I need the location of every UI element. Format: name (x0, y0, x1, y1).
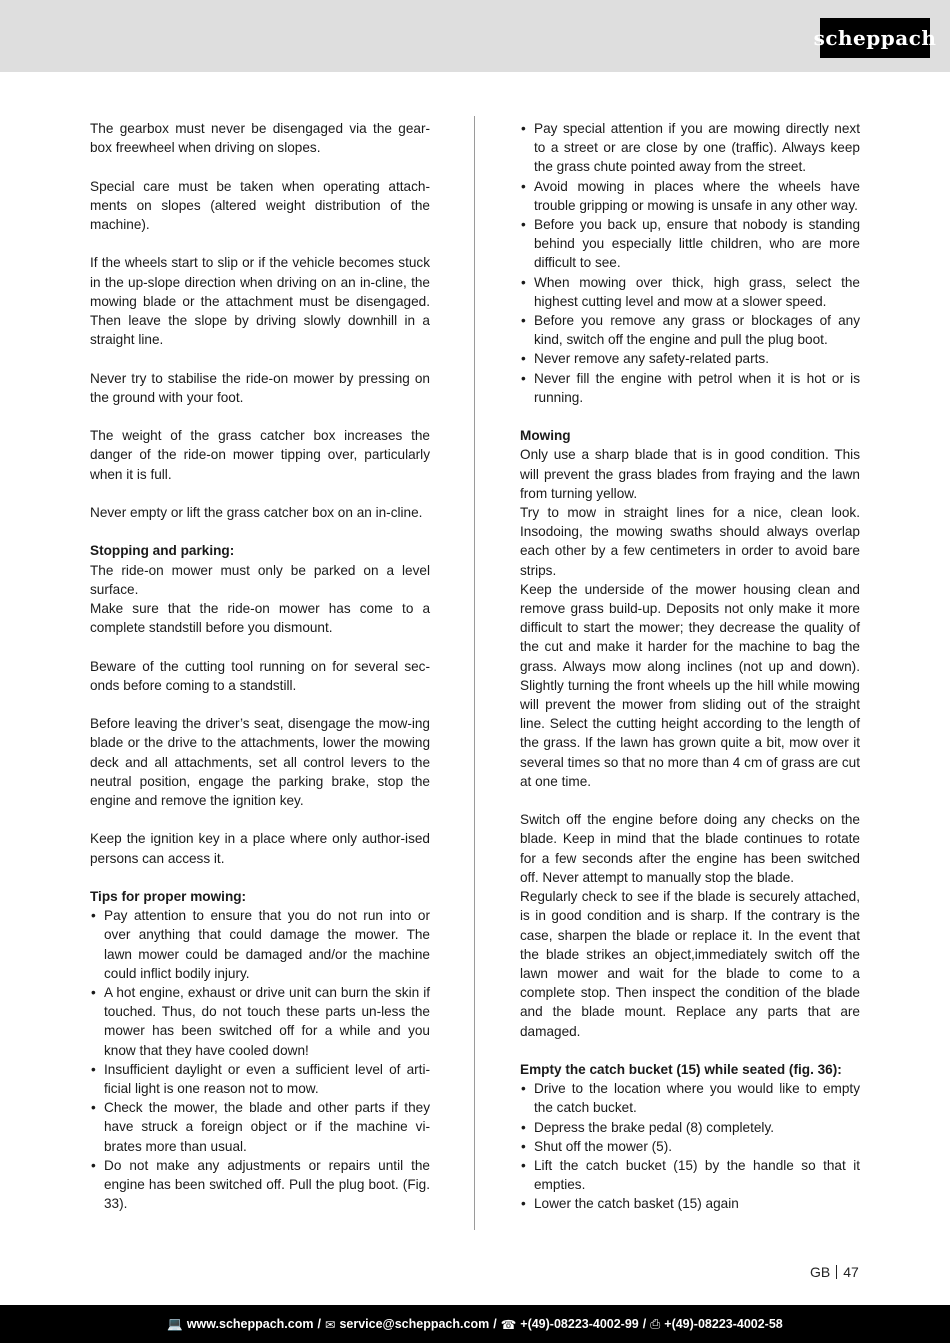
section-heading-stopping: Stopping and parking: (90, 543, 235, 559)
column-divider (474, 116, 475, 1230)
section-heading-tips: Tips for proper mowing: (90, 888, 247, 904)
tips-list (90, 906, 430, 1213)
brand-logo: scheppach (820, 18, 930, 58)
safety-list (520, 119, 860, 407)
list-item: • A hot engine, exhaust or drive unit can burn the skin if touched. Thus, do not touch these parts un-less the mower has been switched off for a while and you know that they have cooled down! (90, 983, 430, 1060)
paragraph: The weight of the grass catcher box increases the danger of the ride-on mower tipping over, particularly when it is full. (90, 428, 430, 482)
paragraph: Keep the ignition key in a place where only author-ised persons can access it. (90, 831, 430, 866)
list-item: • Pay special attention if you are mowing directly next to a street or are close by one (traffic). Always keep the grass chute pointed away from the street. (520, 119, 860, 177)
section-heading-empty-bucket: Empty the catch bucket (15) while seated (fig. 36): (520, 1061, 842, 1077)
paragraph: Never try to stabilise the ride-on mower by pressing on the ground with your foot. (90, 370, 430, 405)
list-item: • Before you back up, ensure that nobody is standing behind you especially little children, who are more difficult to see. (520, 215, 860, 273)
computer-icon: 💻 (167, 1316, 183, 1331)
phone-icon: ☎ (500, 1317, 517, 1332)
paragraph: Before leaving the driver’s seat, disengage the mow-ing blade or the drive to the attachments, lower the mowing deck and all attachments, set all control levers to the neutral position, engage the parking brake, stop the engine and remove the ignition key. (90, 716, 430, 808)
paragraph: Try to mow in straight lines for a nice, clean look. Insodoing, the mowing swaths should always overlap each other by a few centimeters in order to avoid bare strips. (520, 505, 860, 578)
paragraph: Switch off the engine before doing any checks on the blade. Keep in mind that the blade continues to rotate for a few seconds after the engine has been switched off. Never attempt to manually stop the blade. (520, 812, 860, 885)
paragraph: Special care must be taken when operating attach-ments on slopes (altered weight distribution of the machine). (90, 178, 430, 232)
left-column (90, 119, 430, 1213)
footer-separator: / (642, 1317, 647, 1331)
list-item: • Pay attention to ensure that you do not run into or over anything that could damage the mower. The lawn mower could be damaged and/or the machine could inflict bodily injury. (90, 906, 430, 983)
paragraph: The gearbox must never be disengaged via the gear-box freewheel when driving on slopes. (90, 121, 430, 156)
fax-icon: ⎙ (650, 1316, 661, 1331)
list-item: • Before you remove any grass or blockages of any kind, switch off the engine and pull the plug boot. (520, 311, 860, 349)
paragraph: The ride-on mower must only be parked on a level surface. (90, 562, 430, 597)
paragraph: If the wheels start to slip or if the vehicle becomes stuck in the up-slope direction when driving on an in-cline, the mowing blade or the attachment must be disengaged. Then leave the slope by driving slowly downhill in a straight line. (90, 255, 430, 348)
footer-phone[interactable]: +(49)-08223-4002-99 (520, 1317, 639, 1331)
footer-website[interactable]: www.scheppach.com (186, 1317, 314, 1331)
paragraph: Only use a sharp blade that is in good condition. This will prevent the grass blades from fraying and the lawn from turning yellow. (520, 447, 860, 501)
paragraph: Make sure that the ride-on mower has come to a complete standstill before you dismount. (90, 600, 430, 636)
list-item: • Lower the catch basket (15) again (520, 1194, 860, 1213)
list-item: • Never remove any safety-related parts. (520, 349, 860, 368)
page-number-separator (836, 1265, 837, 1279)
header-bar (0, 0, 950, 72)
list-item: • Do not make any adjustments or repairs until the engine has been switched off. Pull the plug boot. (Fig. 33). (90, 1156, 430, 1214)
list-item: • Never fill the engine with petrol when it is hot or is running. (520, 369, 860, 407)
paragraph: Beware of the cutting tool running on for several sec-onds before coming to a standstill. (90, 658, 430, 693)
list-item: • Insufficient daylight or even a sufficient level of arti-ficial light is one reason not to mow. (90, 1060, 430, 1098)
paragraph: Regularly check to see if the blade is securely attached, is in good condition and is sharp. If the contrary is the case, sharpen the blade or replace it. In the event that the blade strikes an object,immediately switch off the lawn mower and wait for the blade to come to a complete stop. Then inspect the condition of the blade and the blade mount. Replace any parts that are damaged. (520, 889, 860, 1039)
page-number-value: 47 (843, 1264, 859, 1280)
page-number (810, 1264, 859, 1280)
paragraph: Never empty or lift the grass catcher box on an in-cline. (90, 504, 423, 520)
footer-separator: / (317, 1317, 321, 1331)
footer-email[interactable]: service@scheppach.com (339, 1317, 490, 1331)
list-item: • Drive to the location where you would like to empty the catch bucket. (520, 1079, 860, 1117)
list-item: • Avoid mowing in places where the wheels have trouble gripping or mowing is unsafe in any other way. (520, 177, 860, 215)
footer-bar (0, 1305, 950, 1343)
email-icon: ✉ (324, 1317, 336, 1332)
empty-steps-list (520, 1079, 860, 1213)
footer-fax: +(49)-08223-4002-58 (664, 1317, 783, 1331)
list-item: • Shut off the mower (5). (520, 1137, 860, 1156)
list-item: • Lift the catch bucket (15) by the handle so that it empties. (520, 1156, 860, 1194)
list-item: • When mowing over thick, high grass, select the highest cutting level and mow at a slower speed. (520, 273, 860, 311)
right-column (520, 119, 860, 1214)
footer-separator: / (493, 1317, 497, 1331)
section-heading-mowing: Mowing (520, 428, 571, 444)
paragraph: Keep the underside of the mower housing clean and remove grass build-up. Deposits not only make it more difficult to start the mower; they decrease the quality of the cut and make it harder for the machine to bag the grass. Always mow along inclines (not up and down). Slightly turning the front wheels up the hill while mowing will prevent the mower from sliding out of the straight line. Select the cutting height according to the length of the grass. If the lawn has grown quite a bit, mow over it several times so that no more than 4 cm of grass are cut at one time. (520, 581, 860, 789)
list-item: • Depress the brake pedal (8) completely. (520, 1118, 860, 1137)
page-lang: GB (810, 1264, 831, 1280)
list-item: • Check the mower, the blade and other parts if they have struck a foreign object or if the machine vi-brates more than usual. (90, 1098, 430, 1156)
